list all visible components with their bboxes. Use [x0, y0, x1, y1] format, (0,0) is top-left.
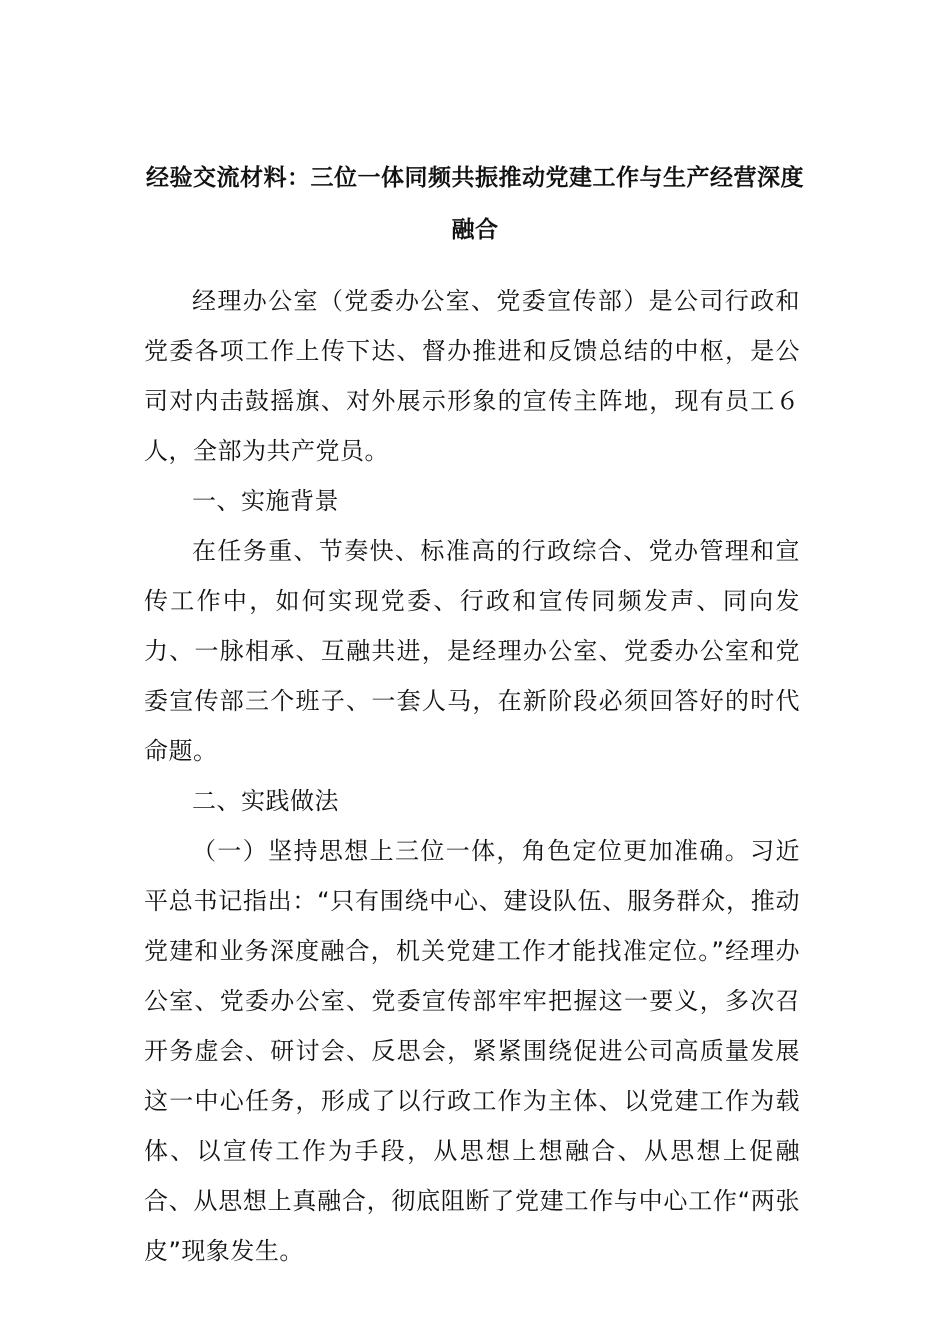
practice-paragraph-1: （一）坚持思想上三位一体，角色定位更加准确。习近平总书记指出：“只有围绕中心、建设队伍、服务群众，推动党建和业务深度融合，机关党建工作才能找准定位。”经理办公室、党委办公室、党委宣传部牢牢把握这一要义，多次召开务虚会、研讨会、反思会，紧紧围绕促进公司高质量发展这一中心任务，形成了以行政工作为主体、以党建工作为载体、以宣传工作为手段，从思想上想融合、从思想上促融合、从思想上真融合，彻底阻断了党建工作与中心工作“两张皮”现象发生。: [144, 837, 800, 1265]
intro-paragraph: 经理办公室（党委办公室、党委宣传部）是公司行政和党委各项工作上传下达、督办推进和反馈总结的中枢，是公司对内击鼓摇旗、对外展示形象的宣传主阵地，现有员工６人，全部为共产党员。: [144, 287, 800, 465]
document-title: 经验交流材料：三位一体同频共振推动党建工作与生产经营深度融合: [146, 165, 804, 243]
section-heading-practice: 二、实践做法: [192, 787, 339, 815]
background-paragraph: 在任务重、节奏快、标准高的行政综合、党办管理和宣传工作中，如何实现党委、行政和宣传同频发声、同向发力、一脉相承、互融共进，是经理办公室、党委办公室和党委宣传部三个班子、一套人马，在新阶段必须回答好的时代命题。: [144, 537, 800, 765]
document-body: [144, 276, 800, 1276]
section-heading-background: 一、实施背景: [192, 487, 339, 515]
